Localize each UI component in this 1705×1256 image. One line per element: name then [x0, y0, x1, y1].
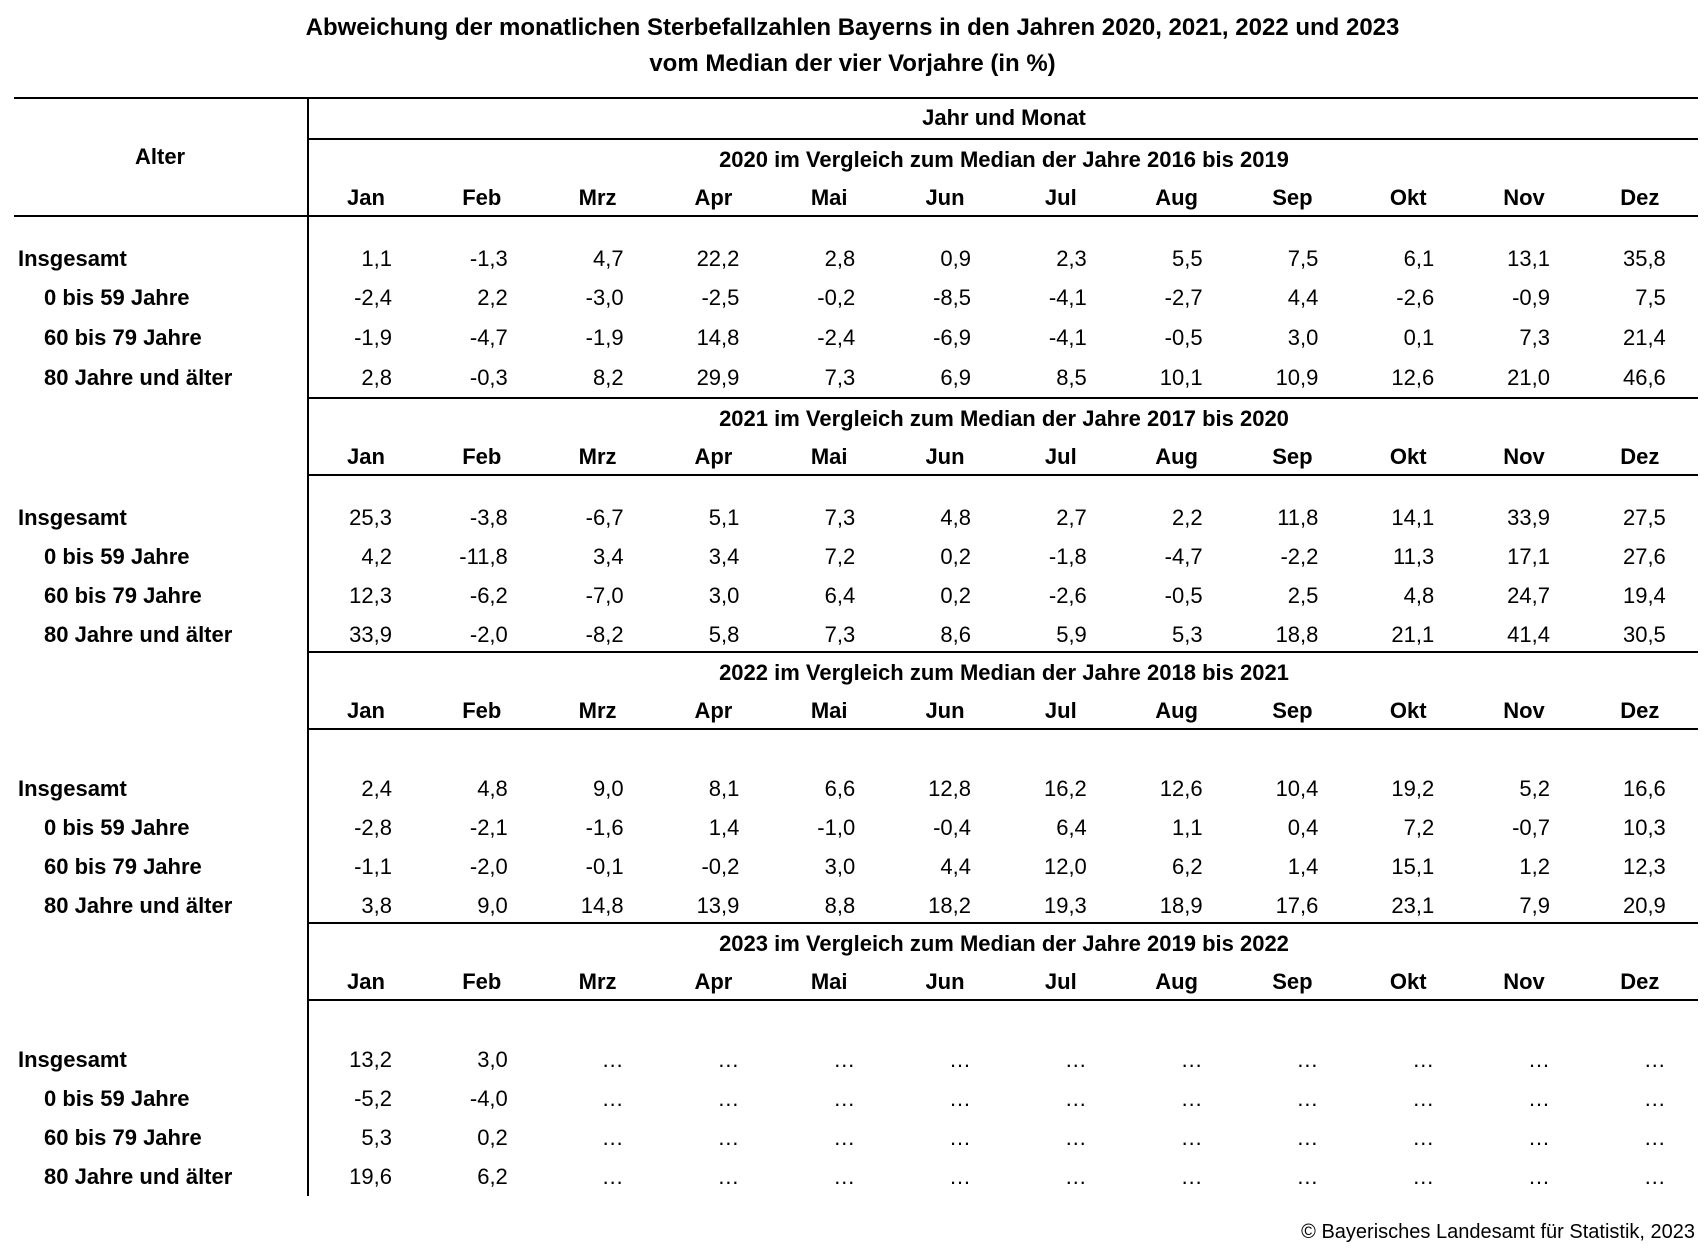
table-cell: 6,6	[824, 776, 856, 801]
table-cell: -0,5	[1164, 583, 1203, 608]
header-subrule	[308, 138, 1698, 140]
table-cell: 13,9	[696, 893, 740, 918]
table-cell: 19,2	[1391, 776, 1435, 801]
row-label: 60 bis 79 Jahre	[44, 583, 202, 608]
table-cell: 3,0	[824, 854, 856, 879]
table-cell: 33,9	[1507, 505, 1550, 530]
table-cell: 4,4	[1287, 285, 1319, 310]
month-header: Jun	[925, 185, 965, 210]
table-cell: -1,6	[585, 815, 624, 840]
table-cell: 27,5	[1622, 505, 1666, 530]
table-cell: -2,0	[469, 622, 508, 647]
table-cell: 21,0	[1507, 365, 1550, 390]
table-cell: 41,4	[1507, 622, 1550, 647]
table-cell: 2,3	[1056, 246, 1087, 271]
table-cell: …	[1296, 1086, 1319, 1111]
table-cell: -1,8	[1048, 544, 1087, 569]
table-cell: -2,8	[354, 815, 392, 840]
month-header: Jun	[925, 969, 965, 994]
table-cell: 30,5	[1622, 622, 1666, 647]
section-top-rule	[308, 397, 1698, 399]
table-cell: 25,3	[349, 505, 392, 530]
table-cell: …	[1064, 1086, 1087, 1111]
table-cell: 3,4	[593, 544, 624, 569]
month-header: Dez	[1620, 444, 1660, 469]
section-top-rule	[308, 651, 1698, 653]
table-cell: -11,8	[459, 544, 508, 569]
table-cell: 18,9	[1159, 893, 1203, 918]
table-cell: …	[1064, 1125, 1087, 1150]
month-header: Mai	[810, 444, 848, 469]
table-cell: -0,7	[1512, 815, 1550, 840]
table-cell: -0,4	[933, 815, 971, 840]
month-header: Okt	[1389, 698, 1427, 723]
table-cell: 4,8	[477, 776, 508, 801]
table-cell: 10,3	[1622, 815, 1666, 840]
table-cell: -4,7	[469, 325, 508, 350]
table-cell: 16,2	[1043, 776, 1087, 801]
table-cell: …	[1643, 1125, 1666, 1150]
month-header: Jul	[1044, 444, 1077, 469]
table-cell: 2,2	[477, 285, 508, 310]
table-cell: …	[1528, 1086, 1550, 1111]
table-cell: 23,1	[1391, 893, 1435, 918]
table-cell: 13,1	[1507, 246, 1550, 271]
table-cell: 35,8	[1622, 246, 1666, 271]
row-label: 0 bis 59 Jahre	[44, 544, 190, 569]
table-cell: …	[1643, 1164, 1666, 1189]
table-cell: 1,2	[1519, 854, 1550, 879]
table-cell: 12,3	[349, 583, 392, 608]
table-cell: …	[949, 1086, 971, 1111]
table-cell: 8,1	[708, 776, 740, 801]
month-header: Okt	[1389, 185, 1427, 210]
table-cell: 8,6	[940, 622, 971, 647]
table-cell: 18,8	[1275, 622, 1319, 647]
table-cell: -2,1	[469, 815, 508, 840]
table-cell: 27,6	[1622, 544, 1666, 569]
table-cell: 14,8	[580, 893, 624, 918]
table-cell: 3,0	[708, 583, 740, 608]
table-cell: 18,2	[928, 893, 971, 918]
table-cell: 17,1	[1507, 544, 1550, 569]
table-cell: 6,2	[477, 1164, 508, 1189]
table-cell: 5,5	[1172, 246, 1203, 271]
month-header: Jul	[1044, 185, 1077, 210]
month-header: Mai	[810, 698, 848, 723]
table-cell: 1,4	[708, 815, 740, 840]
table-cell: …	[601, 1125, 624, 1150]
table-cell: -4,1	[1048, 325, 1087, 350]
table-cell: 0,2	[477, 1125, 508, 1150]
table-cell: 22,2	[696, 246, 740, 271]
row-label: 80 Jahre und älter	[44, 365, 233, 390]
table-cell: -2,2	[1280, 544, 1319, 569]
table-cell: 29,9	[696, 365, 740, 390]
table-cell: -7,0	[585, 583, 624, 608]
table-cell: 6,4	[1056, 815, 1087, 840]
table-cell: 4,4	[940, 854, 971, 879]
table-cell: 5,9	[1056, 622, 1087, 647]
table-cell: 17,6	[1275, 893, 1319, 918]
table-cell: 0,2	[940, 544, 971, 569]
table-cell: 5,1	[708, 505, 740, 530]
row-label: Insgesamt	[18, 1047, 127, 1072]
table-cell: 5,3	[1172, 622, 1203, 647]
table-cell: -6,7	[585, 505, 624, 530]
month-header: Feb	[462, 698, 502, 723]
table-cell: 8,8	[824, 893, 856, 918]
table-cell: …	[1412, 1164, 1435, 1189]
table-cell: 10,1	[1159, 365, 1203, 390]
copyright-note: © Bayerisches Landesamt für Statistik, 2023	[1301, 1221, 1695, 1243]
table-cell: …	[1064, 1047, 1087, 1072]
table-cell: 6,9	[940, 365, 971, 390]
table-cell: …	[833, 1086, 856, 1111]
table-cell: …	[1180, 1047, 1203, 1072]
table-cell: 9,0	[477, 893, 508, 918]
table-cell: …	[949, 1047, 971, 1072]
month-header: Apr	[694, 185, 733, 210]
table-cell: 21,1	[1391, 622, 1435, 647]
table-cell: …	[949, 1125, 971, 1150]
month-header: Jan	[347, 698, 385, 723]
month-rule	[308, 728, 1698, 730]
section-title: 2020 im Vergleich zum Median der Jahre 2016 bis 2019	[719, 147, 1289, 172]
table-cell: -0,1	[585, 854, 624, 879]
table-cell: -8,2	[585, 622, 624, 647]
top-rule	[14, 97, 1698, 99]
table-cell: -1,1	[354, 854, 392, 879]
table-cell: -5,2	[354, 1086, 392, 1111]
month-header: Dez	[1620, 969, 1660, 994]
table-cell: 2,2	[1172, 505, 1203, 530]
month-header: Jan	[347, 969, 385, 994]
month-header: Sep	[1272, 969, 1313, 994]
table-cell: 6,2	[1172, 854, 1203, 879]
table-cell: 19,4	[1622, 583, 1666, 608]
table-cell: …	[833, 1164, 856, 1189]
section-top-rule	[308, 922, 1698, 924]
table-cell: …	[601, 1164, 624, 1189]
table-cell: -1,9	[585, 325, 624, 350]
table-cell: -4,0	[469, 1086, 508, 1111]
table-cell: -6,9	[933, 325, 971, 350]
table-cell: 2,4	[361, 776, 392, 801]
table-cell: …	[1412, 1125, 1435, 1150]
table-cell: 5,8	[708, 622, 740, 647]
table-cell: …	[1296, 1047, 1319, 1072]
table-cell: 2,8	[361, 365, 392, 390]
table-cell: 4,8	[1403, 583, 1435, 608]
month-header: Dez	[1620, 698, 1660, 723]
month-header: Aug	[1155, 969, 1198, 994]
month-header: Okt	[1389, 969, 1427, 994]
month-header: Nov	[1503, 185, 1545, 210]
row-label: 0 bis 59 Jahre	[44, 285, 190, 310]
table-cell: …	[1528, 1125, 1550, 1150]
table-cell: 19,3	[1043, 893, 1087, 918]
table-cell: 46,6	[1622, 365, 1666, 390]
month-header: Aug	[1155, 698, 1198, 723]
table-cell: …	[1296, 1125, 1319, 1150]
table-cell: 2,5	[1287, 583, 1319, 608]
table-cell: 3,0	[477, 1047, 508, 1072]
table-cell: 10,4	[1275, 776, 1319, 801]
table-cell: …	[1412, 1047, 1435, 1072]
table-cell: 7,3	[824, 622, 856, 647]
table-cell: -0,2	[701, 854, 740, 879]
row-label: 60 bis 79 Jahre	[44, 1125, 202, 1150]
page-subtitle: vom Median der vier Vorjahre (in %)	[649, 50, 1056, 77]
table-cell: 33,9	[349, 622, 392, 647]
table-cell: …	[1296, 1164, 1319, 1189]
table-cell: 1,1	[1172, 815, 1203, 840]
month-header: Sep	[1272, 185, 1313, 210]
table-cell: -4,7	[1164, 544, 1203, 569]
table-cell: 3,0	[1287, 325, 1319, 350]
table-cell: 13,2	[349, 1047, 392, 1072]
table-cell: 3,4	[708, 544, 740, 569]
row-label: Insgesamt	[18, 246, 127, 271]
table-cell: -4,1	[1048, 285, 1087, 310]
table-cell: 7,5	[1635, 285, 1666, 310]
table-cell: …	[717, 1086, 740, 1111]
table-cell: -0,3	[469, 365, 508, 390]
table-cell: 11,3	[1393, 544, 1435, 569]
table-cell: 12,6	[1391, 365, 1435, 390]
table-cell: -0,2	[817, 285, 856, 310]
month-header: Apr	[694, 698, 733, 723]
table-cell: 2,7	[1056, 505, 1087, 530]
month-header: Nov	[1503, 698, 1545, 723]
month-header: Jul	[1044, 698, 1077, 723]
month-header: Nov	[1503, 969, 1545, 994]
row-label: 80 Jahre und älter	[44, 893, 233, 918]
table-cell: …	[1528, 1047, 1550, 1072]
table-cell: -3,0	[585, 285, 624, 310]
table-cell: 7,3	[824, 365, 856, 390]
month-header: Apr	[694, 969, 733, 994]
table-cell: …	[1643, 1086, 1666, 1111]
month-header: Nov	[1503, 444, 1545, 469]
table-cell: 12,8	[928, 776, 971, 801]
table-cell: 8,5	[1056, 365, 1087, 390]
table-cell: 19,6	[349, 1164, 392, 1189]
month-header: Aug	[1155, 444, 1198, 469]
table-cell: 2,8	[824, 246, 856, 271]
table-cell: 0,4	[1287, 815, 1319, 840]
table-cell: …	[949, 1164, 971, 1189]
month-header: Mai	[810, 185, 848, 210]
table-cell: …	[1528, 1164, 1550, 1189]
row-label: 60 bis 79 Jahre	[44, 325, 202, 350]
month-rule	[308, 474, 1698, 476]
table-cell: 6,1	[1403, 246, 1435, 271]
row-label: 0 bis 59 Jahre	[44, 815, 190, 840]
table-cell: 4,7	[593, 246, 624, 271]
table-cell: 12,3	[1622, 854, 1666, 879]
table-cell: -1,9	[354, 325, 392, 350]
page-title: Abweichung der monatlichen Sterbefallzahlen Bayerns in den Jahren 2020, 2021, 2022 und 2023	[305, 14, 1400, 41]
month-header: Aug	[1155, 185, 1198, 210]
table-cell: …	[601, 1086, 624, 1111]
table-cell: 4,8	[940, 505, 971, 530]
table-cell: 6,4	[824, 583, 856, 608]
month-header: Dez	[1620, 185, 1660, 210]
section-title: 2021 im Vergleich zum Median der Jahre 2017 bis 2020	[719, 406, 1289, 431]
month-header: Feb	[462, 444, 502, 469]
month-header: Mrz	[578, 185, 617, 210]
table-cell: 10,9	[1275, 365, 1319, 390]
table-cell: …	[1180, 1164, 1203, 1189]
table-cell: 1,1	[361, 246, 392, 271]
table-cell: 7,5	[1287, 246, 1319, 271]
table-cell: -0,9	[1512, 285, 1550, 310]
row-label: 0 bis 59 Jahre	[44, 1086, 190, 1111]
row-label: 80 Jahre und älter	[44, 1164, 233, 1189]
table-cell: …	[833, 1125, 856, 1150]
table-cell: 20,9	[1622, 893, 1666, 918]
month-header: Apr	[694, 444, 733, 469]
table-cell: 7,3	[824, 505, 856, 530]
month-header: Jan	[347, 444, 385, 469]
table-cell: -6,2	[469, 583, 508, 608]
month-header: Okt	[1389, 444, 1427, 469]
table-cell: -2,0	[469, 854, 508, 879]
month-header: Mrz	[578, 969, 617, 994]
table-cell: …	[601, 1047, 624, 1072]
month-header: Mrz	[578, 698, 617, 723]
month-header: Jul	[1044, 969, 1077, 994]
table-cell: …	[1180, 1086, 1203, 1111]
row-label: Insgesamt	[18, 776, 127, 801]
table-cell: …	[1412, 1086, 1435, 1111]
month-header: Sep	[1272, 698, 1313, 723]
table-cell: 24,7	[1507, 583, 1550, 608]
table-cell: 0,1	[1403, 325, 1435, 350]
section-title: 2022 im Vergleich zum Median der Jahre 2018 bis 2021	[719, 660, 1289, 685]
row-label: Insgesamt	[18, 505, 127, 530]
table-cell: …	[1643, 1047, 1666, 1072]
table-cell: 14,1	[1391, 505, 1435, 530]
table-cell: 12,6	[1159, 776, 1203, 801]
month-header: Mrz	[578, 444, 617, 469]
month-header: Feb	[462, 969, 502, 994]
table-cell: …	[833, 1047, 856, 1072]
table-cell: 11,8	[1277, 505, 1319, 530]
month-header: Sep	[1272, 444, 1313, 469]
table-cell: …	[717, 1047, 740, 1072]
header-bottom-rule	[14, 215, 1698, 217]
table-cell: 5,2	[1519, 776, 1550, 801]
month-rule	[308, 999, 1698, 1001]
table-cell: …	[717, 1125, 740, 1150]
table-cell: -2,5	[701, 285, 740, 310]
table-cell: 7,9	[1519, 893, 1550, 918]
table-cell: 4,2	[361, 544, 392, 569]
jahr-monat-header: Jahr und Monat	[922, 105, 1086, 130]
table-cell: 7,2	[1403, 815, 1435, 840]
row-label: 80 Jahre und älter	[44, 622, 233, 647]
table-cell: 7,3	[1519, 325, 1550, 350]
table-cell: 15,1	[1391, 854, 1435, 879]
table-cell: -8,5	[933, 285, 971, 310]
table-cell: …	[1064, 1164, 1087, 1189]
table-cell: -2,4	[354, 285, 392, 310]
table-cell: -1,0	[817, 815, 856, 840]
table-cell: -0,5	[1164, 325, 1203, 350]
table-cell: 14,8	[696, 325, 740, 350]
section-title: 2023 im Vergleich zum Median der Jahre 2019 bis 2022	[719, 931, 1289, 956]
table-cell: 7,2	[824, 544, 856, 569]
table-cell: 0,9	[940, 246, 971, 271]
month-header: Jan	[347, 185, 385, 210]
row-label: 60 bis 79 Jahre	[44, 854, 202, 879]
table-cell: 5,3	[361, 1125, 392, 1150]
table-cell: -2,4	[817, 325, 856, 350]
table-cell: 9,0	[593, 776, 624, 801]
table-cell: 0,2	[940, 583, 971, 608]
table-cell: -2,6	[1396, 285, 1435, 310]
table-cell: …	[1180, 1125, 1203, 1150]
table-cell: 16,6	[1622, 776, 1666, 801]
month-header: Feb	[462, 185, 502, 210]
table-cell: 3,8	[361, 893, 392, 918]
table-cell: -2,7	[1164, 285, 1203, 310]
table-cell: -3,8	[469, 505, 508, 530]
table-cell: -1,3	[469, 246, 508, 271]
table-cell: …	[717, 1164, 740, 1189]
table-cell: 21,4	[1622, 325, 1666, 350]
alter-header: Alter	[135, 144, 186, 169]
table-cell: 8,2	[593, 365, 624, 390]
month-header: Mai	[810, 969, 848, 994]
table-cell: -2,6	[1048, 583, 1087, 608]
month-header: Jun	[925, 444, 965, 469]
table-cell: 1,4	[1287, 854, 1319, 879]
month-header: Jun	[925, 698, 965, 723]
table-cell: 12,0	[1043, 854, 1087, 879]
